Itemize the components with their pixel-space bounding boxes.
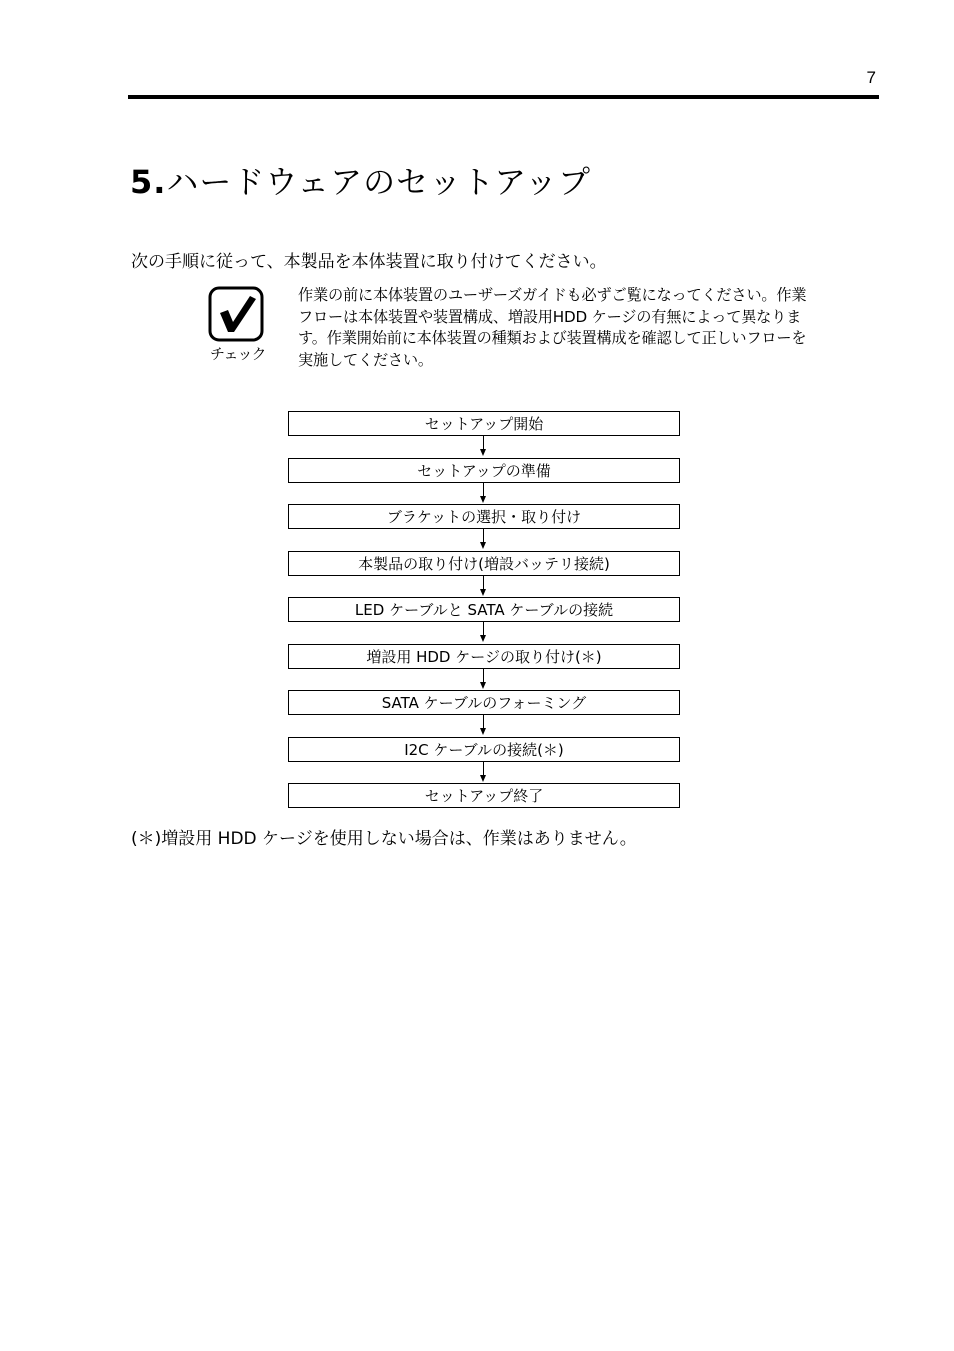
check-note-line: 実施してください。 bbox=[298, 350, 433, 369]
flow-arrow bbox=[288, 576, 680, 598]
flow-step-hdd-cage: 増設用 HDD ケージの取り付け(＊) bbox=[288, 644, 680, 669]
flow-arrow bbox=[288, 483, 680, 505]
section-title-text: ハードウェアのセットアップ bbox=[166, 163, 591, 201]
check-label: チェック bbox=[210, 345, 266, 363]
flow-step-preparation: セットアップの準備 bbox=[288, 458, 680, 483]
check-note bbox=[298, 285, 864, 371]
flow-step-led-sata-cable: LED ケーブルと SATA ケーブルの接続 bbox=[288, 597, 680, 622]
check-note-line: す。作業開始前に本体装置の種類および装置構成を確認して正しいフローを bbox=[298, 329, 807, 348]
intro-text: 次の手順に従って、本製品を本体装置に取り付けてください。 bbox=[131, 252, 607, 272]
flow-arrow bbox=[288, 762, 680, 784]
flow-arrow bbox=[288, 622, 680, 644]
section-title bbox=[130, 160, 591, 204]
flow-step-end: セットアップ終了 bbox=[288, 783, 680, 808]
check-note-line: フローは本体装置や装置構成、増設用HDD ケージの有無によって異なりま bbox=[298, 307, 802, 326]
page-number: 7 bbox=[866, 68, 876, 87]
setup-flowchart bbox=[288, 411, 680, 808]
flow-arrow bbox=[288, 436, 680, 458]
flow-step-bracket: ブラケットの選択・取り付け bbox=[288, 504, 680, 529]
flow-step-start: セットアップ開始 bbox=[288, 411, 680, 436]
header-rule bbox=[128, 95, 879, 99]
flow-step-i2c-cable: I2C ケーブルの接続(＊) bbox=[288, 737, 680, 762]
flow-arrow bbox=[288, 529, 680, 551]
flow-step-install-product: 本製品の取り付け(増設バッテリ接続) bbox=[288, 551, 680, 576]
footnote: (＊)増設用 HDD ケージを使用しない場合は、作業はありません。 bbox=[131, 829, 637, 849]
flow-arrow bbox=[288, 669, 680, 691]
flow-arrow bbox=[288, 715, 680, 737]
check-note-line: 作業の前に本体装置のユーザーズガイドも必ずご覧になってください。作業 bbox=[298, 286, 807, 304]
flow-step-sata-forming: SATA ケーブルのフォーミング bbox=[288, 690, 680, 715]
section-number: 5. bbox=[130, 163, 167, 201]
check-icon bbox=[208, 286, 264, 342]
